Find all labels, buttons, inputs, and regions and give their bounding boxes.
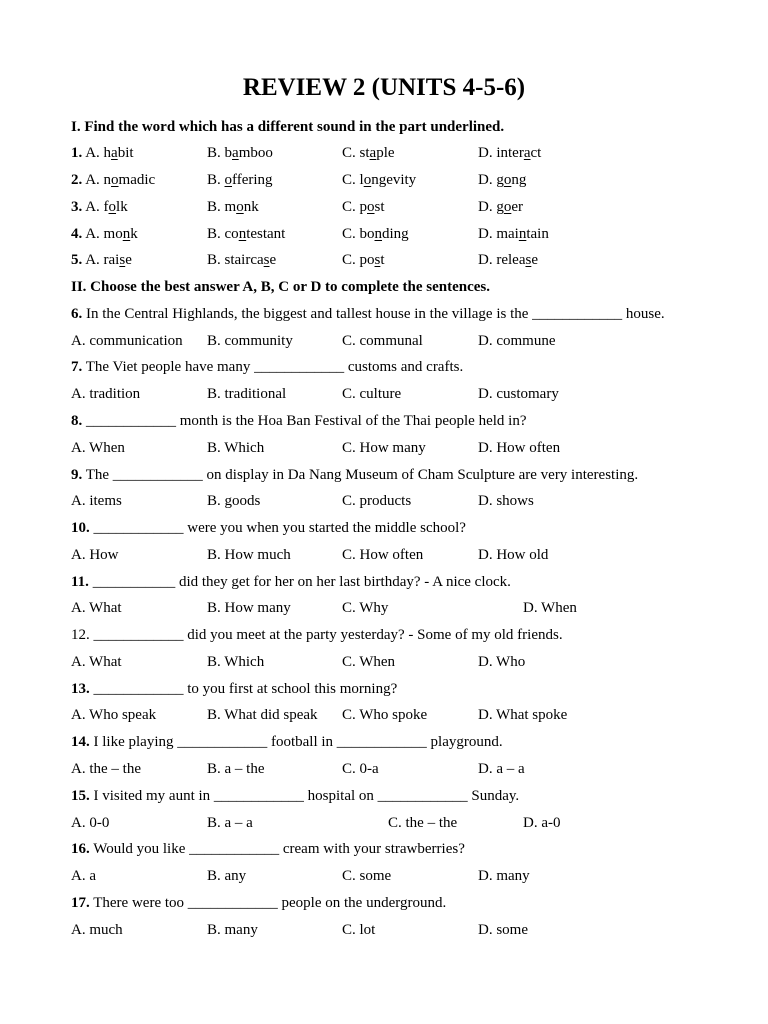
underlined-sound: n <box>374 225 383 242</box>
word-start: mai <box>496 225 519 242</box>
word-end: e <box>269 252 277 269</box>
option-a: A. When <box>71 439 125 456</box>
option-word <box>225 226 286 242</box>
question-text: The Viet people have many ____________ customs and crafts. <box>85 359 464 376</box>
option-c: C. products <box>342 493 412 510</box>
question-14-options <box>71 756 731 783</box>
option-a: A. tradition <box>71 386 141 403</box>
question-17-options <box>71 917 731 944</box>
option-a: A. communication <box>71 332 183 349</box>
option-label: B. <box>207 225 221 242</box>
word-start: m <box>224 198 237 215</box>
word-end: er <box>511 198 523 215</box>
underlined-sound: a <box>523 145 531 162</box>
option-a: A. much <box>71 921 123 938</box>
question-16 <box>71 836 731 863</box>
word-end: e <box>531 252 538 269</box>
question-number: 15. <box>71 787 90 804</box>
option-a: A. Who speak <box>71 707 157 724</box>
option-label: C. <box>342 225 356 242</box>
option-b: B. community <box>207 332 293 349</box>
question-number: 1. <box>71 145 83 162</box>
underlined-sound: a <box>369 145 377 162</box>
option-d <box>478 140 541 167</box>
option-a <box>71 247 132 274</box>
word-end: ffering <box>232 172 273 189</box>
question-7 <box>71 354 731 381</box>
option-c <box>342 221 409 248</box>
word-start: st <box>359 145 370 162</box>
underlined-sound: o <box>236 198 244 215</box>
question-17 <box>71 890 731 917</box>
option-label: D. <box>478 145 493 162</box>
word-end: ngevity <box>371 172 417 189</box>
option-a <box>71 194 128 221</box>
option-b: B. goods <box>207 493 261 510</box>
question-3-row <box>71 194 731 221</box>
option-label: C. <box>342 145 356 162</box>
option-d: D. commune <box>478 332 556 349</box>
option-label: A. <box>85 145 100 162</box>
word-end: lk <box>116 198 128 215</box>
option-d: D. many <box>478 868 530 885</box>
question-number: 17. <box>71 894 90 911</box>
word-start: bo <box>359 225 375 242</box>
option-b: B. a – the <box>207 760 265 777</box>
question-10 <box>71 515 731 542</box>
option-d: D. shows <box>478 493 534 510</box>
question-8-options <box>71 435 731 462</box>
option-word <box>360 252 385 268</box>
option-word <box>360 145 395 161</box>
option-word <box>104 226 138 242</box>
option-c: C. communal <box>342 332 423 349</box>
option-a <box>71 221 138 248</box>
question-text: ____________ were you when you started the middle school? <box>93 520 466 537</box>
question-text: ___________ did they get for her on her last birthday? - A nice clock. <box>92 573 511 590</box>
question-12-options <box>71 649 731 676</box>
option-word <box>496 252 538 268</box>
question-6-options <box>71 328 731 355</box>
option-c <box>342 140 395 167</box>
question-2-row <box>71 167 731 194</box>
option-label: B. <box>207 252 221 269</box>
option-d: D. customary <box>478 386 559 403</box>
option-c <box>342 194 385 221</box>
option-word <box>225 252 277 268</box>
word-start: g <box>496 172 504 189</box>
option-word <box>360 172 417 188</box>
word-end: ding <box>382 225 409 242</box>
page-title: REVIEW 2 (UNITS 4-5-6) <box>242 74 526 101</box>
underlined-sound: o <box>367 198 375 215</box>
word-start: stairca <box>224 252 264 269</box>
word-start: h <box>103 145 112 162</box>
question-11 <box>71 569 731 596</box>
word-end: t <box>380 252 385 269</box>
underlined-sound: o <box>363 172 372 189</box>
question-13 <box>71 676 731 703</box>
option-a: A. What <box>71 600 122 617</box>
question-14 <box>71 729 731 756</box>
word-start: rai <box>103 252 120 269</box>
underlined-sound: a <box>111 145 118 162</box>
option-b: B. How many <box>207 600 291 617</box>
question-text: The ____________ on display in Da Nang Museum of Cham Sculpture are very interesting. <box>85 466 639 483</box>
option-word <box>360 199 385 215</box>
option-label: A. <box>85 172 100 189</box>
option-word <box>104 199 128 215</box>
option-word <box>496 226 549 242</box>
option-c <box>342 167 416 194</box>
section-2-heading: II. Choose the best answer A, B, C or D to complete the sentences. <box>71 279 490 296</box>
option-c: C. the – the <box>388 814 458 831</box>
underlined-sound: a <box>232 145 239 162</box>
option-b: B. any <box>207 868 247 885</box>
option-c: C. culture <box>342 386 402 403</box>
question-number: 12. <box>71 627 90 644</box>
option-d: D. How often <box>478 439 561 456</box>
word-end: mboo <box>238 145 273 162</box>
word-start: inter <box>496 145 524 162</box>
option-c: C. some <box>342 868 392 885</box>
question-9-options <box>71 488 731 515</box>
option-d: D. When <box>523 600 577 617</box>
option-word <box>104 172 156 188</box>
question-text: I like playing ____________ football in ____________ playground. <box>93 734 503 751</box>
option-word <box>104 145 134 161</box>
question-13-options <box>71 702 731 729</box>
question-number: 7. <box>71 359 83 376</box>
option-label: D. <box>478 172 493 189</box>
option-label: C. <box>342 198 356 215</box>
word-start: po <box>359 252 375 269</box>
option-a: A. a <box>71 868 96 885</box>
option-label: A. <box>85 252 100 269</box>
question-text: ____________ month is the Hoa Ban Festival of the Thai people held in? <box>86 413 527 430</box>
option-b: B. traditional <box>207 386 287 403</box>
word-end: st <box>374 198 385 215</box>
question-5-row <box>71 247 731 274</box>
question-number: 14. <box>71 734 90 751</box>
question-16-options <box>71 863 731 890</box>
option-b: B. Which <box>207 653 265 670</box>
option-c: C. Who spoke <box>342 707 428 724</box>
underlined-sound: s <box>263 252 270 269</box>
question-6 <box>71 301 731 328</box>
option-label: B. <box>207 172 221 189</box>
option-c: C. Why <box>342 600 389 617</box>
underlined-sound: s <box>119 252 126 269</box>
word-end: nk <box>243 198 259 215</box>
underlined-sound: n <box>238 225 247 242</box>
underlined-sound: n <box>518 225 527 242</box>
question-10-options <box>71 542 731 569</box>
word-start: n <box>103 172 112 189</box>
option-a: A. How <box>71 546 119 563</box>
option-label: B. <box>207 145 221 162</box>
option-c: C. When <box>342 653 396 670</box>
question-text: In the Central Highlands, the biggest and tallest house in the village is the ____________ house. <box>86 305 665 322</box>
question-7-options <box>71 381 731 408</box>
option-a: A. What <box>71 653 122 670</box>
option-c <box>342 247 385 274</box>
option-word <box>104 252 132 268</box>
option-d: D. What spoke <box>478 707 568 724</box>
word-end: ct <box>530 145 542 162</box>
question-number: 6. <box>71 305 83 322</box>
section-1-heading: I. Find the word which has a different sound in the part underlined. <box>71 118 505 135</box>
option-b <box>207 194 259 221</box>
word-start: b <box>224 145 233 162</box>
word-start: mo <box>103 225 123 242</box>
option-label: D. <box>478 252 493 269</box>
option-word <box>225 145 273 161</box>
worksheet-content <box>71 114 731 944</box>
question-text: I visited my aunt in ____________ hospital on ____________ Sunday. <box>93 787 520 804</box>
question-15 <box>71 783 731 810</box>
option-label: D. <box>478 198 493 215</box>
word-end: ng <box>511 172 527 189</box>
option-d: D. How old <box>478 546 549 563</box>
question-text: ____________ did you meet at the party yesterday? - Some of my old friends. <box>93 627 563 644</box>
option-b: B. a – a <box>207 814 253 831</box>
word-end: ple <box>376 145 395 162</box>
question-number: 4. <box>71 225 83 242</box>
question-number: 16. <box>71 841 90 858</box>
question-number: 8. <box>71 413 83 430</box>
word-start: l <box>359 172 364 189</box>
word-end: madic <box>118 172 156 189</box>
question-text: ____________ to you first at school this morning? <box>93 680 398 697</box>
underlined-sound: s <box>374 252 381 269</box>
option-d: D. a – a <box>478 760 525 777</box>
word-end: e <box>125 252 132 269</box>
option-d: D. some <box>478 921 528 938</box>
question-1-row <box>71 140 731 167</box>
question-9 <box>71 462 731 489</box>
word-start: relea <box>496 252 526 269</box>
question-text: There were too ____________ people on the underground. <box>93 894 447 911</box>
option-word <box>496 172 526 188</box>
option-b: B. Which <box>207 439 265 456</box>
question-12 <box>71 622 731 649</box>
question-text: Would you like ____________ cream with your strawberries? <box>93 841 465 858</box>
option-c: C. How often <box>342 546 424 563</box>
option-a <box>71 167 155 194</box>
word-start: g <box>496 198 504 215</box>
option-b: B. What did speak <box>207 707 318 724</box>
option-d <box>478 221 549 248</box>
question-15-options <box>71 810 731 837</box>
option-d: D. Who <box>478 653 526 670</box>
option-label: C. <box>342 172 356 189</box>
underlined-sound: o <box>503 198 512 215</box>
option-b: B. How much <box>207 546 291 563</box>
option-c: C. How many <box>342 439 426 456</box>
option-label: B. <box>207 198 221 215</box>
word-end: tain <box>526 225 549 242</box>
option-label: C. <box>342 252 356 269</box>
underlined-sound: o <box>224 172 233 189</box>
question-11-options <box>71 595 731 622</box>
underlined-sound: n <box>122 225 131 242</box>
option-b <box>207 167 273 194</box>
option-label: A. <box>85 198 100 215</box>
option-word <box>360 226 409 242</box>
option-word <box>496 199 523 215</box>
option-d <box>478 167 526 194</box>
question-number: 9. <box>71 466 83 483</box>
option-b <box>207 247 276 274</box>
option-c: C. lot <box>342 921 376 938</box>
option-b <box>207 140 273 167</box>
option-a: A. items <box>71 493 122 510</box>
option-a <box>71 140 134 167</box>
option-a: A. the – the <box>71 760 141 777</box>
option-b: B. many <box>207 921 258 938</box>
question-number: 3. <box>71 198 83 215</box>
option-word <box>225 199 259 215</box>
option-word <box>225 172 273 188</box>
question-number: 5. <box>71 252 83 269</box>
question-number: 13. <box>71 680 90 697</box>
option-d: D. a-0 <box>523 814 561 831</box>
word-end: k <box>130 225 138 242</box>
question-4-row <box>71 221 731 248</box>
option-b <box>207 221 285 248</box>
question-number: 2. <box>71 172 83 189</box>
option-word <box>496 145 541 161</box>
word-end: bit <box>117 145 134 162</box>
option-label: A. <box>85 225 100 242</box>
underlined-sound: o <box>108 198 117 215</box>
option-d <box>478 247 538 274</box>
underlined-sound: o <box>503 172 512 189</box>
option-label: D. <box>478 225 493 242</box>
question-8 <box>71 408 731 435</box>
word-start: p <box>359 198 368 215</box>
question-number: 11. <box>71 573 89 590</box>
question-number: 10. <box>71 520 90 537</box>
underlined-sound: o <box>111 172 119 189</box>
option-c: C. 0-a <box>342 760 379 777</box>
word-start: co <box>224 225 239 242</box>
option-d <box>478 194 523 221</box>
word-start: f <box>103 198 109 215</box>
word-end: testant <box>246 225 286 242</box>
option-a: A. 0-0 <box>71 814 110 831</box>
underlined-sound: s <box>525 252 532 269</box>
